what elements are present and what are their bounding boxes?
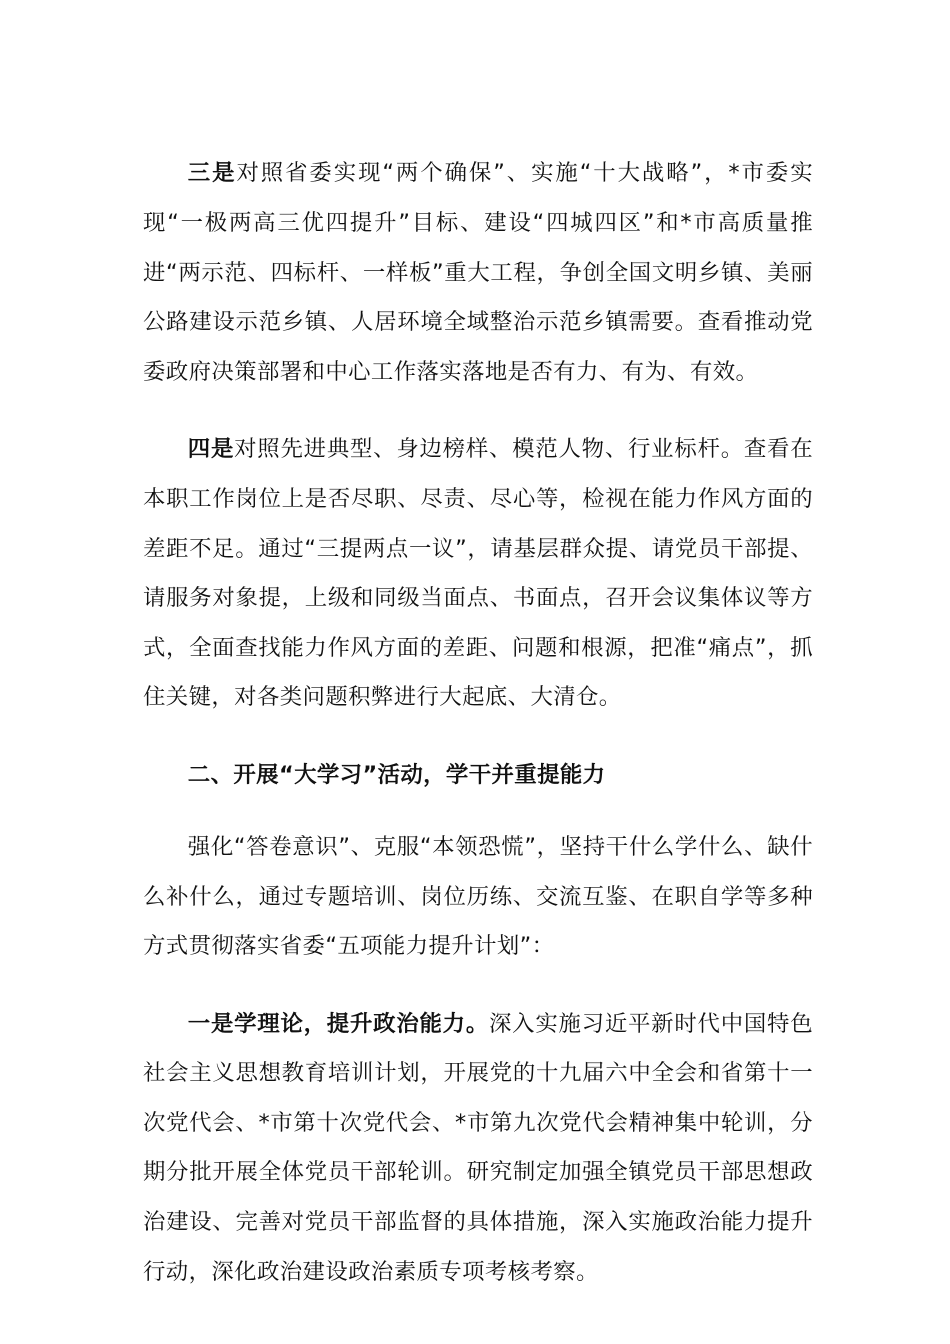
paragraph-three-body: 对照省委实现“两个确保”、实施“十大战略”，*市委实现“一极两高三优四提升”目标、建设“四城四区”和*市高质量推进“两示范、四标杆、一样板”重大工程，争创全国文明乡镇、美丽公路建设示范乡镇、人居环境全域整治示范乡镇需要。查看推动党委政府决策部署和中心工作落实落地是否有力、有为、有效。 [143, 160, 813, 385]
paragraph-one-body: 深入实施习近平新时代中国特色社会主义思想教育培训计划，开展党的十九届六中全会和省第十一次党代会、*市第十次党代会、*市第九次党代会精神集中轮训，分期分批开展全体党员干部轮训。研究制定加强全镇党员干部思想政治建设、完善对党员干部监督的具体措施，深入实施政治能力提升行动，深化政治建设政治素质专项考核考察。 [143, 1010, 813, 1285]
section-intro: 强化“答卷意识”、克服“本领恐慌”，坚持干什么学什么、缺什么补什么，通过专题培训、岗位历练、交流互鉴、在职自学等多种方式贯彻落实省委“五项能力提升计划”： [143, 833, 813, 960]
paragraph-one [143, 1000, 813, 1298]
paragraph-one-lead: 一是学理论，提升政治能力。 [187, 1010, 489, 1037]
paragraph-three [143, 149, 813, 397]
paragraph-four-lead: 四是 [187, 436, 235, 463]
paragraph-three-lead: 三是 [187, 160, 237, 187]
section-heading: 二、开展“大学习”活动，学干并重提能力 [187, 761, 606, 788]
paragraph-four-body: 对照先进典型、身边榜样、模范人物、行业标杆。查看在本职工作岗位上是否尽职、尽责、尽心等，检视在能力作风方面的差距不足。通过“三提两点一议”，请基层群众提、请党员干部提、请服务对象提，上级和同级当面点、书面点，召开会议集体议等方式，全面查找能力作风方面的差距、问题和根源，把准“痛点”，抓住关键，对各类问题积弊进行大起底、大清仓。 [143, 436, 813, 711]
paragraph-four [143, 425, 813, 723]
